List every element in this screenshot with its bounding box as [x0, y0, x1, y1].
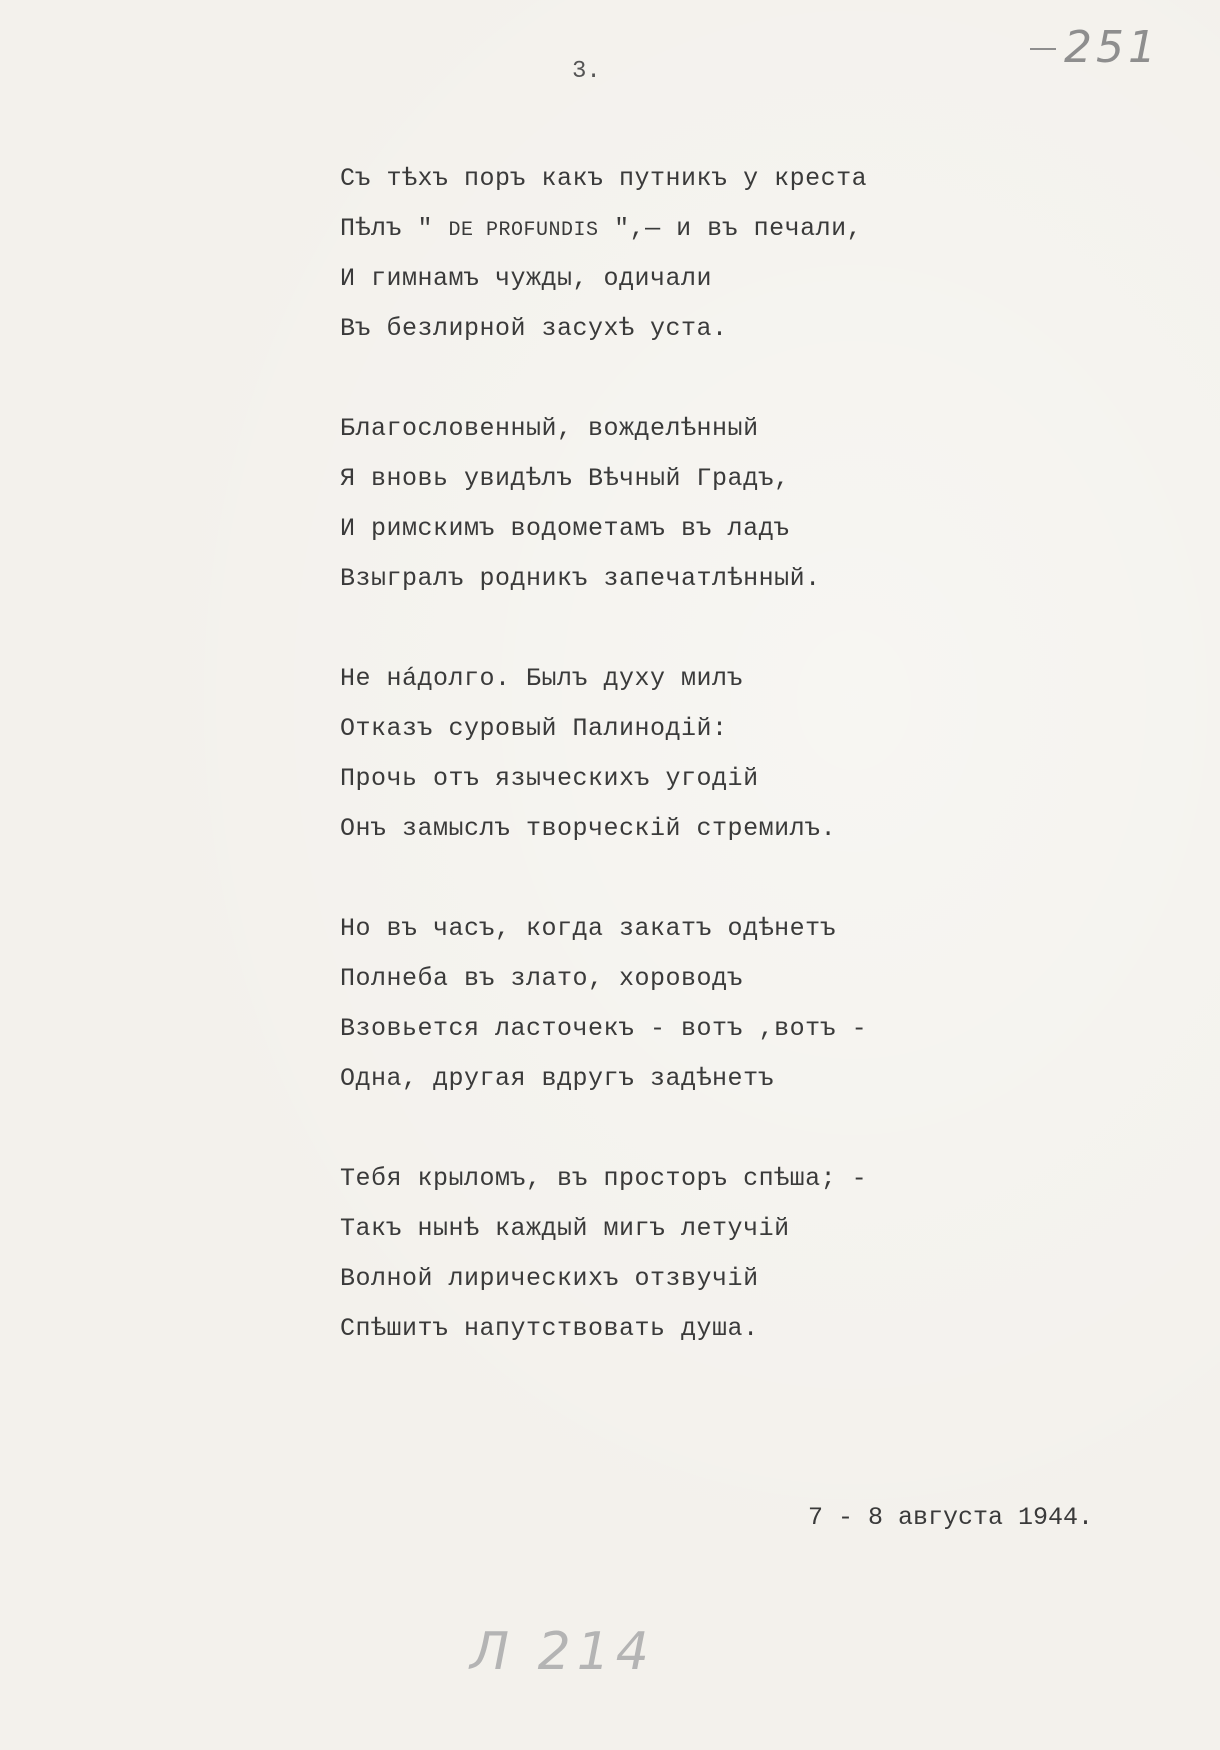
poem-line: Не нáдолго. Былъ духу милъ [340, 664, 744, 693]
poem-line-part: ",— и въ печали, [598, 214, 863, 243]
poem-line: Взовьется ласточекъ - вотъ ,вотъ - [340, 1014, 868, 1043]
poem-line: Взыгралъ родникъ запечатлѣнный. [340, 564, 821, 593]
stanza-2 [340, 404, 1120, 604]
poem-line-with-latin [340, 204, 1120, 254]
poem-line: Я вновь увидѣлъ Вѣчный Градъ, [340, 464, 790, 493]
poem-line: Волной лирическихъ отзвучій [340, 1264, 759, 1293]
poem-line: Такъ нынѣ каждый мигъ летучій [340, 1214, 790, 1243]
poem-line: Тебя крыломъ, въ просторъ спѣша; - [340, 1164, 868, 1193]
page-number: 3. [572, 58, 601, 85]
poem-line: Спѣшитъ напутствовать душа. [340, 1314, 759, 1343]
latin-phrase: DE PROFUNDIS [448, 219, 599, 242]
poem-line: Благословенный, вожделѣнный [340, 414, 759, 443]
poem-line: Онъ замыслъ творческій стремилъ. [340, 814, 837, 843]
poem-line-part: Пѣлъ " [340, 214, 449, 243]
poem-line: Одна, другая вдругъ задѣнетъ [340, 1064, 775, 1093]
stanza-1 [340, 154, 1120, 354]
poem-line: Въ безлирной засухѣ уста. [340, 314, 728, 343]
poem-line: Полнеба въ злато, хороводъ [340, 964, 744, 993]
poem [340, 154, 1120, 1404]
poem-line: Съ тѣхъ поръ какъ путникъ у креста [340, 164, 868, 193]
archive-note: Л 214 [470, 1622, 655, 1682]
stanza-4 [340, 904, 1120, 1104]
archive-dash [1030, 48, 1056, 50]
stanza-5 [340, 1154, 1120, 1354]
poem-line: Прочь отъ языческихъ угодій [340, 764, 759, 793]
stanza-3 [340, 654, 1120, 854]
poem-line: Отказъ суровый Палинодій: [340, 714, 728, 743]
poem-date: 7 - 8 августа 1944. [808, 1503, 1094, 1532]
archive-number: 251 [1064, 22, 1160, 73]
poem-line: И римскимъ водометамъ въ ладъ [340, 514, 790, 543]
poem-line: Но въ часъ, когда закатъ одѣнетъ [340, 914, 837, 943]
poem-line: И гимнамъ чужды, одичали [340, 264, 713, 293]
